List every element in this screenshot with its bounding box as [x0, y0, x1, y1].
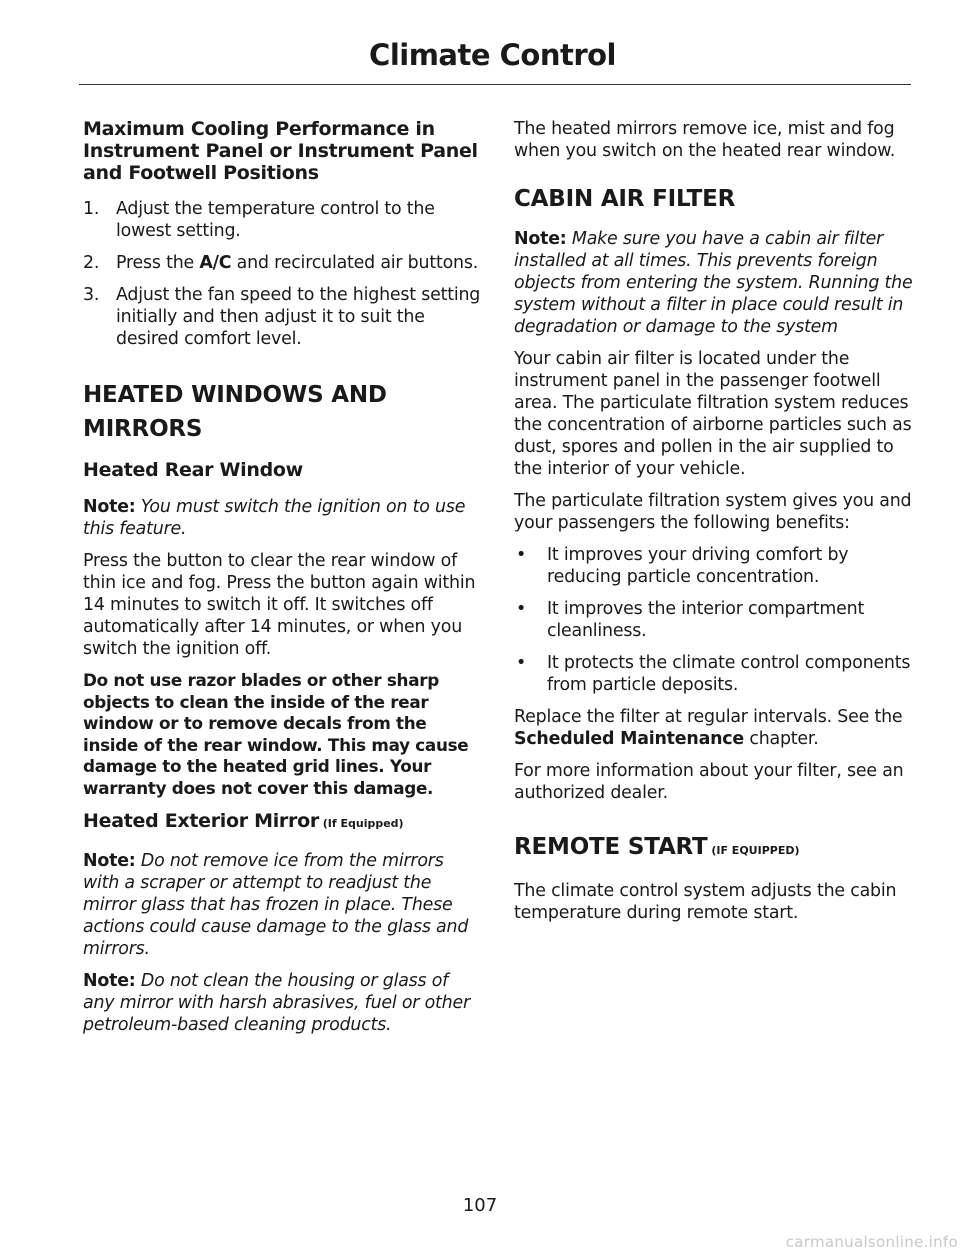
note-text: Make sure you have a cabin air filter installed at all times. This prevents foreign objects from entering the system. Running the system without a filter in place could result in degradation or damage to the system	[514, 229, 913, 337]
bullet: •	[516, 545, 527, 565]
page-header	[0, 0, 960, 86]
benefit-text: It improves your driving comfort by reducing particle concentration.	[547, 545, 849, 587]
list-item	[514, 598, 914, 642]
warning-text: Do not use razor blades or other sharp objects to clean the inside of the rear window or to remove decals from the inside of the rear window. This may cause damage to the heated grid lines. Your warranty does not cover this damage.	[83, 670, 469, 798]
note-label: Note:	[514, 229, 567, 249]
remote-start-paragraph: The climate control system adjusts the cabin temperature during remote start.	[514, 881, 897, 923]
step-text: Adjust the fan speed to the highest setting initially and then adjust it to suit the desired comfort level.	[116, 285, 481, 349]
more-info-paragraph: For more information about your filter, see an authorized dealer.	[514, 761, 904, 803]
ac-button-name: A/C	[199, 253, 232, 273]
left-column	[83, 118, 483, 1046]
note-cabin-filter	[514, 228, 914, 338]
page-number: 107	[462, 1195, 498, 1216]
replace-text-pre: Replace the filter at regular intervals. See the	[514, 707, 903, 727]
list-item	[514, 544, 914, 588]
step-number: 3.	[83, 285, 100, 305]
cabin-filter-paragraph: Your cabin air filter is located under the instrument panel in the passenger footwell area. The particulate filtration system reduces the concentration of airborne particles such as dust, spores and pollen in the air supplied to the interior of your vehicle.	[514, 349, 912, 479]
note-label: Note:	[83, 497, 136, 517]
note-scraper	[83, 850, 483, 960]
max-cooling-heading: Maximum Cooling Performance in Instrument Panel or Instrument Panel and Footwell Positions	[83, 118, 478, 184]
right-column	[514, 118, 914, 934]
list-item	[514, 652, 914, 696]
benefits-list	[514, 544, 914, 696]
note-text: Do not clean the housing or glass of any mirror with harsh abrasives, fuel or other petroleum-based cleaning products.	[83, 971, 470, 1035]
step-item	[83, 252, 483, 274]
remote-start-heading-text: REMOTE START	[514, 834, 708, 860]
step-number: 2.	[83, 253, 100, 273]
heated-windows-heading: HEATED WINDOWS AND MIRRORS	[83, 382, 387, 442]
step-text-post: and recirculated air buttons.	[231, 253, 479, 273]
note-text: Do not remove ice from the mirrors with a scraper or attempt to readjust the mirror glass that has frozen in place. These actions could cause damage to the glass and mirrors.	[83, 851, 469, 959]
replace-filter-paragraph	[514, 706, 914, 750]
step-item	[83, 284, 483, 350]
scheduled-maintenance-link: Scheduled Maintenance	[514, 729, 744, 749]
note-text: You must switch the ignition on to use this feature.	[83, 497, 466, 539]
note-ignition	[83, 496, 483, 540]
cabin-air-filter-heading: CABIN AIR FILTER	[514, 186, 736, 212]
max-cooling-steps	[83, 198, 483, 350]
benefit-text: It protects the climate control components from particle deposits.	[547, 653, 911, 695]
note-label: Note:	[83, 971, 136, 991]
filtration-benefits-intro: The particulate filtration system gives you and your passengers the following benefits:	[514, 491, 912, 533]
step-text: Adjust the temperature control to the lowest setting.	[116, 199, 435, 241]
watermark: carmanualsonline.info	[785, 1233, 958, 1251]
remote-start-heading	[514, 830, 914, 868]
if-equipped-tag: (IF EQUIPPED)	[707, 844, 800, 857]
heated-mirrors-paragraph: The heated mirrors remove ice, mist and fog when you switch on the heated rear window.	[514, 119, 896, 161]
mirror-heading-text: Heated Exterior Mirror	[83, 810, 319, 832]
step-number: 1.	[83, 199, 100, 219]
rear-window-paragraph: Press the button to clear the rear window of thin ice and fog. Press the button again within 14 minutes to switch it off. It switches off automatically after 14 minutes, or when you switch the ignition off.	[83, 551, 476, 659]
bullet: •	[516, 653, 527, 673]
bullet: •	[516, 599, 527, 619]
step-item	[83, 198, 483, 242]
rear-window-heading: Heated Rear Window	[83, 459, 303, 481]
step-text-pre: Press the	[116, 253, 200, 273]
replace-text-post: chapter.	[744, 729, 819, 749]
mirror-heading	[83, 809, 483, 836]
note-label: Note:	[83, 851, 136, 871]
note-abrasives	[83, 970, 483, 1036]
header-divider	[79, 84, 911, 85]
benefit-text: It improves the interior compartment cleanliness.	[547, 599, 865, 641]
if-equipped-tag: (If Equipped)	[318, 817, 404, 830]
chapter-title: Climate Control	[369, 38, 616, 72]
